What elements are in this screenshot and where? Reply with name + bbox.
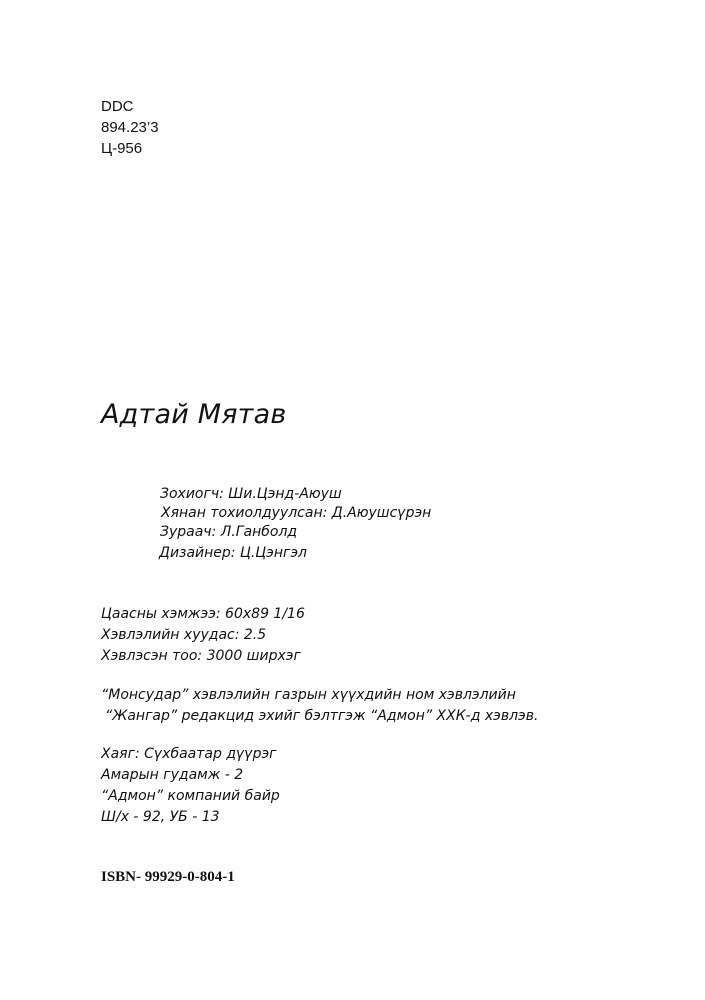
address-postbox: Ш/х - 92, УБ - 13: [101, 809, 220, 825]
classification-block: [101, 96, 159, 159]
print-specs-block: [101, 604, 305, 667]
spec-printed-sheets: Хэвлэлийн хуудас: 2.5: [101, 627, 267, 643]
credit-author: Зохиогч: Ши.Цэнд-Аюуш: [160, 486, 342, 502]
book-title: Адтай Мятав: [101, 399, 287, 430]
spec-print-run: Хэвлэсэн тоо: 3000 ширхэг: [101, 648, 301, 664]
author-mark: Ц-956: [101, 140, 143, 157]
ddc-number: 894.23’3: [101, 119, 159, 136]
address-block: [101, 744, 280, 828]
publisher-block: [101, 685, 538, 727]
publisher-line: “Монсудар” хэвлэлийн газрын хүүхдийн ном хэвлэлийн: [101, 687, 516, 703]
spec-paper-size: Цаасны хэмжээ: 60х89 1/16: [101, 606, 305, 622]
publisher-line: “Жангар” редакцид эхийг бэлтгэж “Адмон” ХХК-д хэвлэв.: [105, 708, 539, 724]
address-street: Амарын гудамж - 2: [101, 767, 244, 783]
isbn: ISBN- 99929-0-804-1: [101, 869, 235, 885]
credit-illustrator: Зураач: Л.Ганболд: [160, 524, 298, 540]
address-district: Хаяг: Сүхбаатар дүүрэг: [101, 746, 277, 762]
ddc-label: DDC: [101, 98, 134, 115]
credit-editor: Хянан тохиолдуулсан: Д.Аюушсүрэн: [161, 505, 432, 521]
address-building: “Адмон” компаний байр: [101, 788, 280, 804]
credit-designer: Дизайнер: Ц.Цэнгэл: [159, 545, 307, 561]
